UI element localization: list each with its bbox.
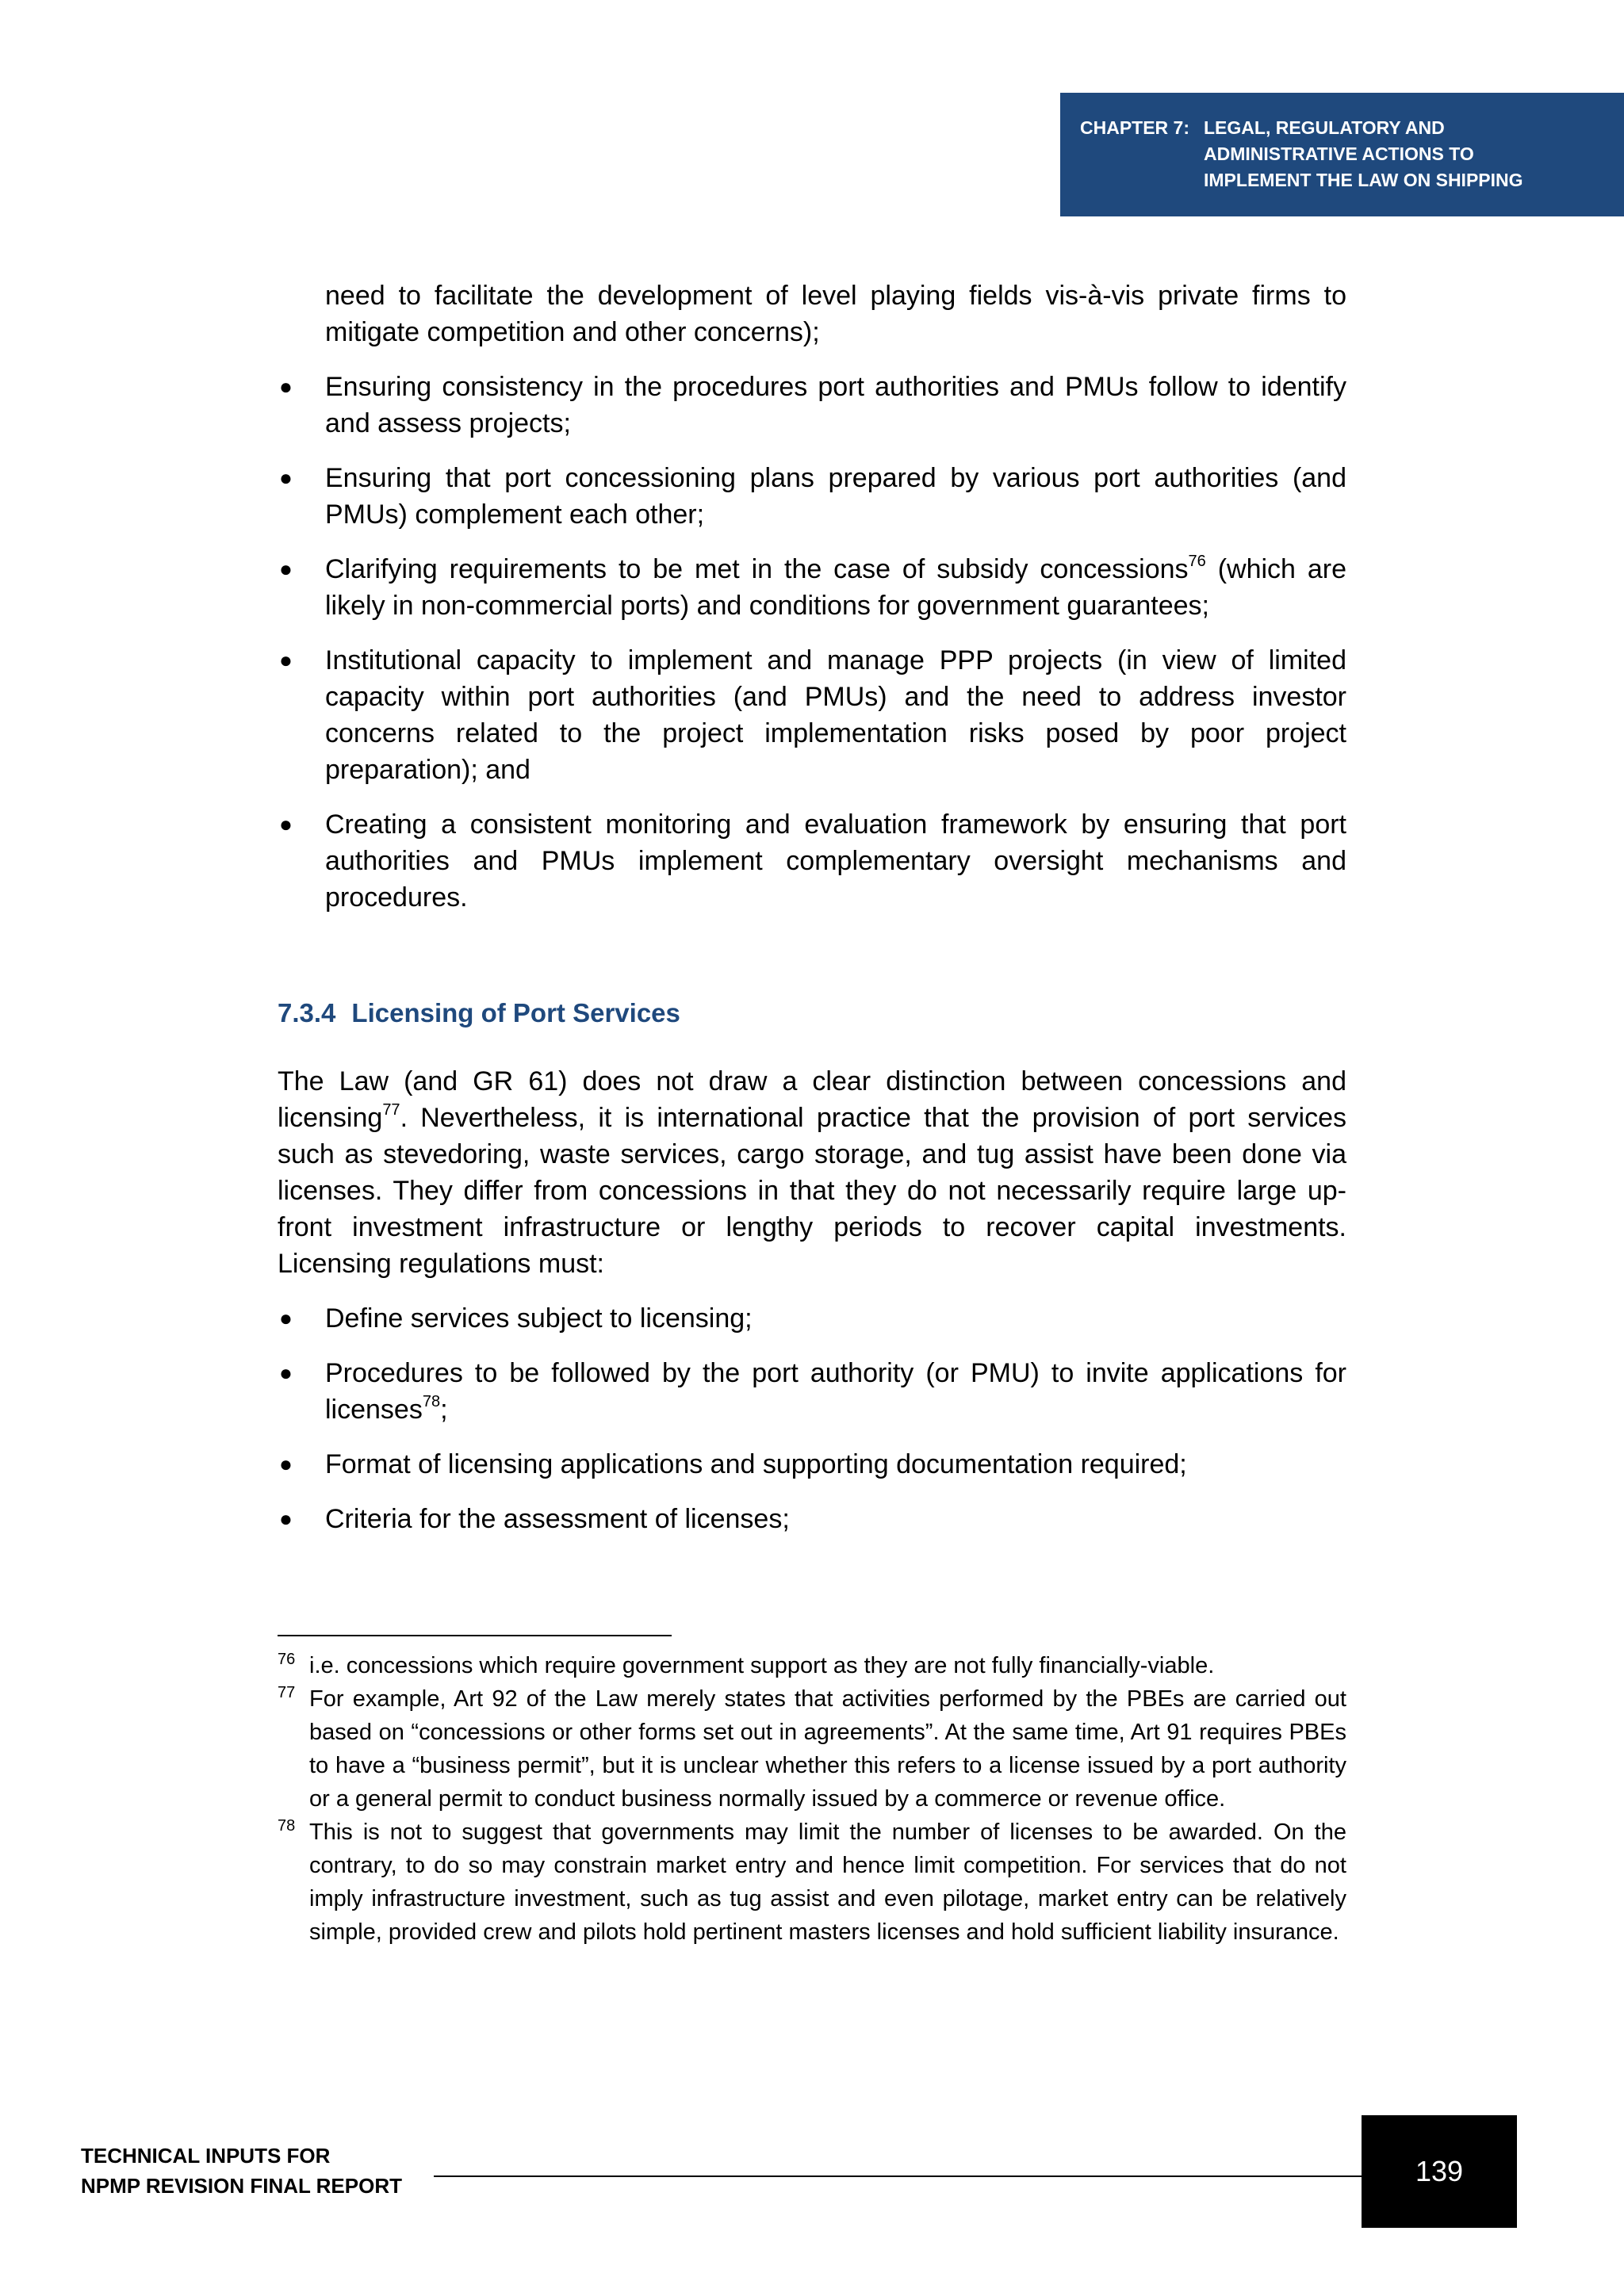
footer-line: NPMP REVISION FINAL REPORT	[81, 2174, 402, 2198]
footer-rule	[434, 2175, 1362, 2177]
footnote-ref[interactable]: 77	[382, 1101, 400, 1119]
main-content	[278, 277, 1346, 1537]
chapter-title	[1204, 115, 1608, 216]
chapter-title-line: ADMINISTRATIVE ACTIONS TO	[1204, 144, 1474, 164]
bullet-item: ● Ensuring that port concessioning plans prepared by various port authorities (and PMUs) complement each other;	[278, 460, 1346, 533]
section-number: 7.3.4	[278, 998, 336, 1027]
bullet-icon: ●	[279, 374, 293, 399]
section-heading	[278, 995, 1346, 1031]
footnotes	[278, 1649, 1346, 1949]
bullet-icon: ●	[279, 557, 293, 581]
bullet-item: ● Institutional capacity to implement and manage PPP projects (in view of limited capacity within port authorities (and PMUs) and the need to address investor concerns related to the project implementation risks posed by poor project preparation); and	[278, 642, 1346, 788]
footnote-separator	[278, 1635, 672, 1636]
bullet-item: ● Define services subject to licensing;	[278, 1300, 1346, 1337]
footnote-ref[interactable]: 76	[1188, 553, 1206, 570]
footnote-text: This is not to suggest that governments may limit the number of licenses to be awarded. On the contrary, to do so may constrain market entry and hence limit competition. For services that do not imply infrastructure investment, such as tug assist and even pilotage, market entry can be relatively simple, provided crew and pilots hold pertinent masters licenses and hold sufficient liability insurance.	[309, 1820, 1346, 1945]
footnote-item	[278, 1816, 1346, 1949]
bullet-icon: ●	[279, 648, 293, 672]
bullet-icon: ●	[279, 1506, 293, 1531]
footnote-item	[278, 1649, 1346, 1682]
bullet-item: ● Procedures to be followed by the port authority (or PMU) to invite applications for licenses$^{78}$;	[278, 1355, 1346, 1428]
bullet-icon: ●	[279, 1452, 293, 1476]
footnote-ref[interactable]: 78	[422, 1393, 441, 1410]
footnote-text: For example, Art 92 of the Law merely states that activities performed by the PBEs are carried out based on “concessions or other forms set out in agreements”. At the same time, Art 91 requires PBEs to have a “business permit”, but it is unclear whether this refers to a license issued by a port authority or a general permit to conduct business normally issued by a commerce or revenue office.	[309, 1686, 1346, 1812]
page-number: 139	[1362, 2115, 1517, 2228]
footnote-number: 76	[278, 1651, 296, 1668]
bullet-item: ● Ensuring consistency in the procedures port authorities and PMUs follow to identify and assess projects;	[278, 369, 1346, 442]
footnote-text: i.e. concessions which require government support as they are not fully financially-viable.	[309, 1653, 1215, 1678]
bullet-icon: ●	[279, 465, 293, 490]
bullet-item: ● Clarifying requirements to be met in the case of subsidy concessions$^{76}$ (which are likely in non-commercial ports) and conditions for government guarantees;	[279, 553, 1347, 621]
chapter-title-line: IMPLEMENT THE LAW ON SHIPPING	[1204, 170, 1523, 190]
bullet-item: ● Format of licensing applications and supporting documentation required;	[278, 1446, 1346, 1483]
chapter-header	[1060, 93, 1624, 216]
bullet-item: ● Criteria for the assessment of licenses;	[278, 1501, 1346, 1537]
bullet-item: ● Creating a consistent monitoring and evaluation framework by ensuring that port authorities and PMUs implement complementary oversight mechanisms and procedures.	[278, 806, 1346, 916]
footnote-number: 77	[278, 1684, 296, 1701]
continued-bullet-text: need to facilitate the development of level playing fields vis-à-vis private firms to mitigate competition and other concerns);	[325, 281, 1346, 347]
footer-report-title	[81, 2141, 402, 2201]
bullet-icon: ●	[279, 1360, 293, 1385]
bullet-icon: ●	[279, 1306, 293, 1330]
footer-line: TECHNICAL INPUTS FOR	[81, 2144, 331, 2168]
chapter-label: CHAPTER 7:	[1080, 117, 1190, 138]
chapter-title-line: LEGAL, REGULATORY AND	[1204, 117, 1445, 138]
footnote-item	[278, 1682, 1346, 1816]
bullet-icon: ●	[279, 812, 293, 836]
body-paragraph: The Law (and GR 61) does not draw a clear distinction between concessions and licensing$^{77}$. Nevertheless, it is international practice that the provision of port services such as stevedoring, waste services, cargo storage, and tug assist have been done via licenses. They differ from concessions in that they do not necessarily require large up-front investment infrastructure or lengthy periods to recover capital investments. Licensing regulations must:	[278, 1066, 1346, 1279]
footnote-number: 78	[278, 1817, 296, 1835]
section-title: Licensing of Port Services	[351, 998, 680, 1027]
